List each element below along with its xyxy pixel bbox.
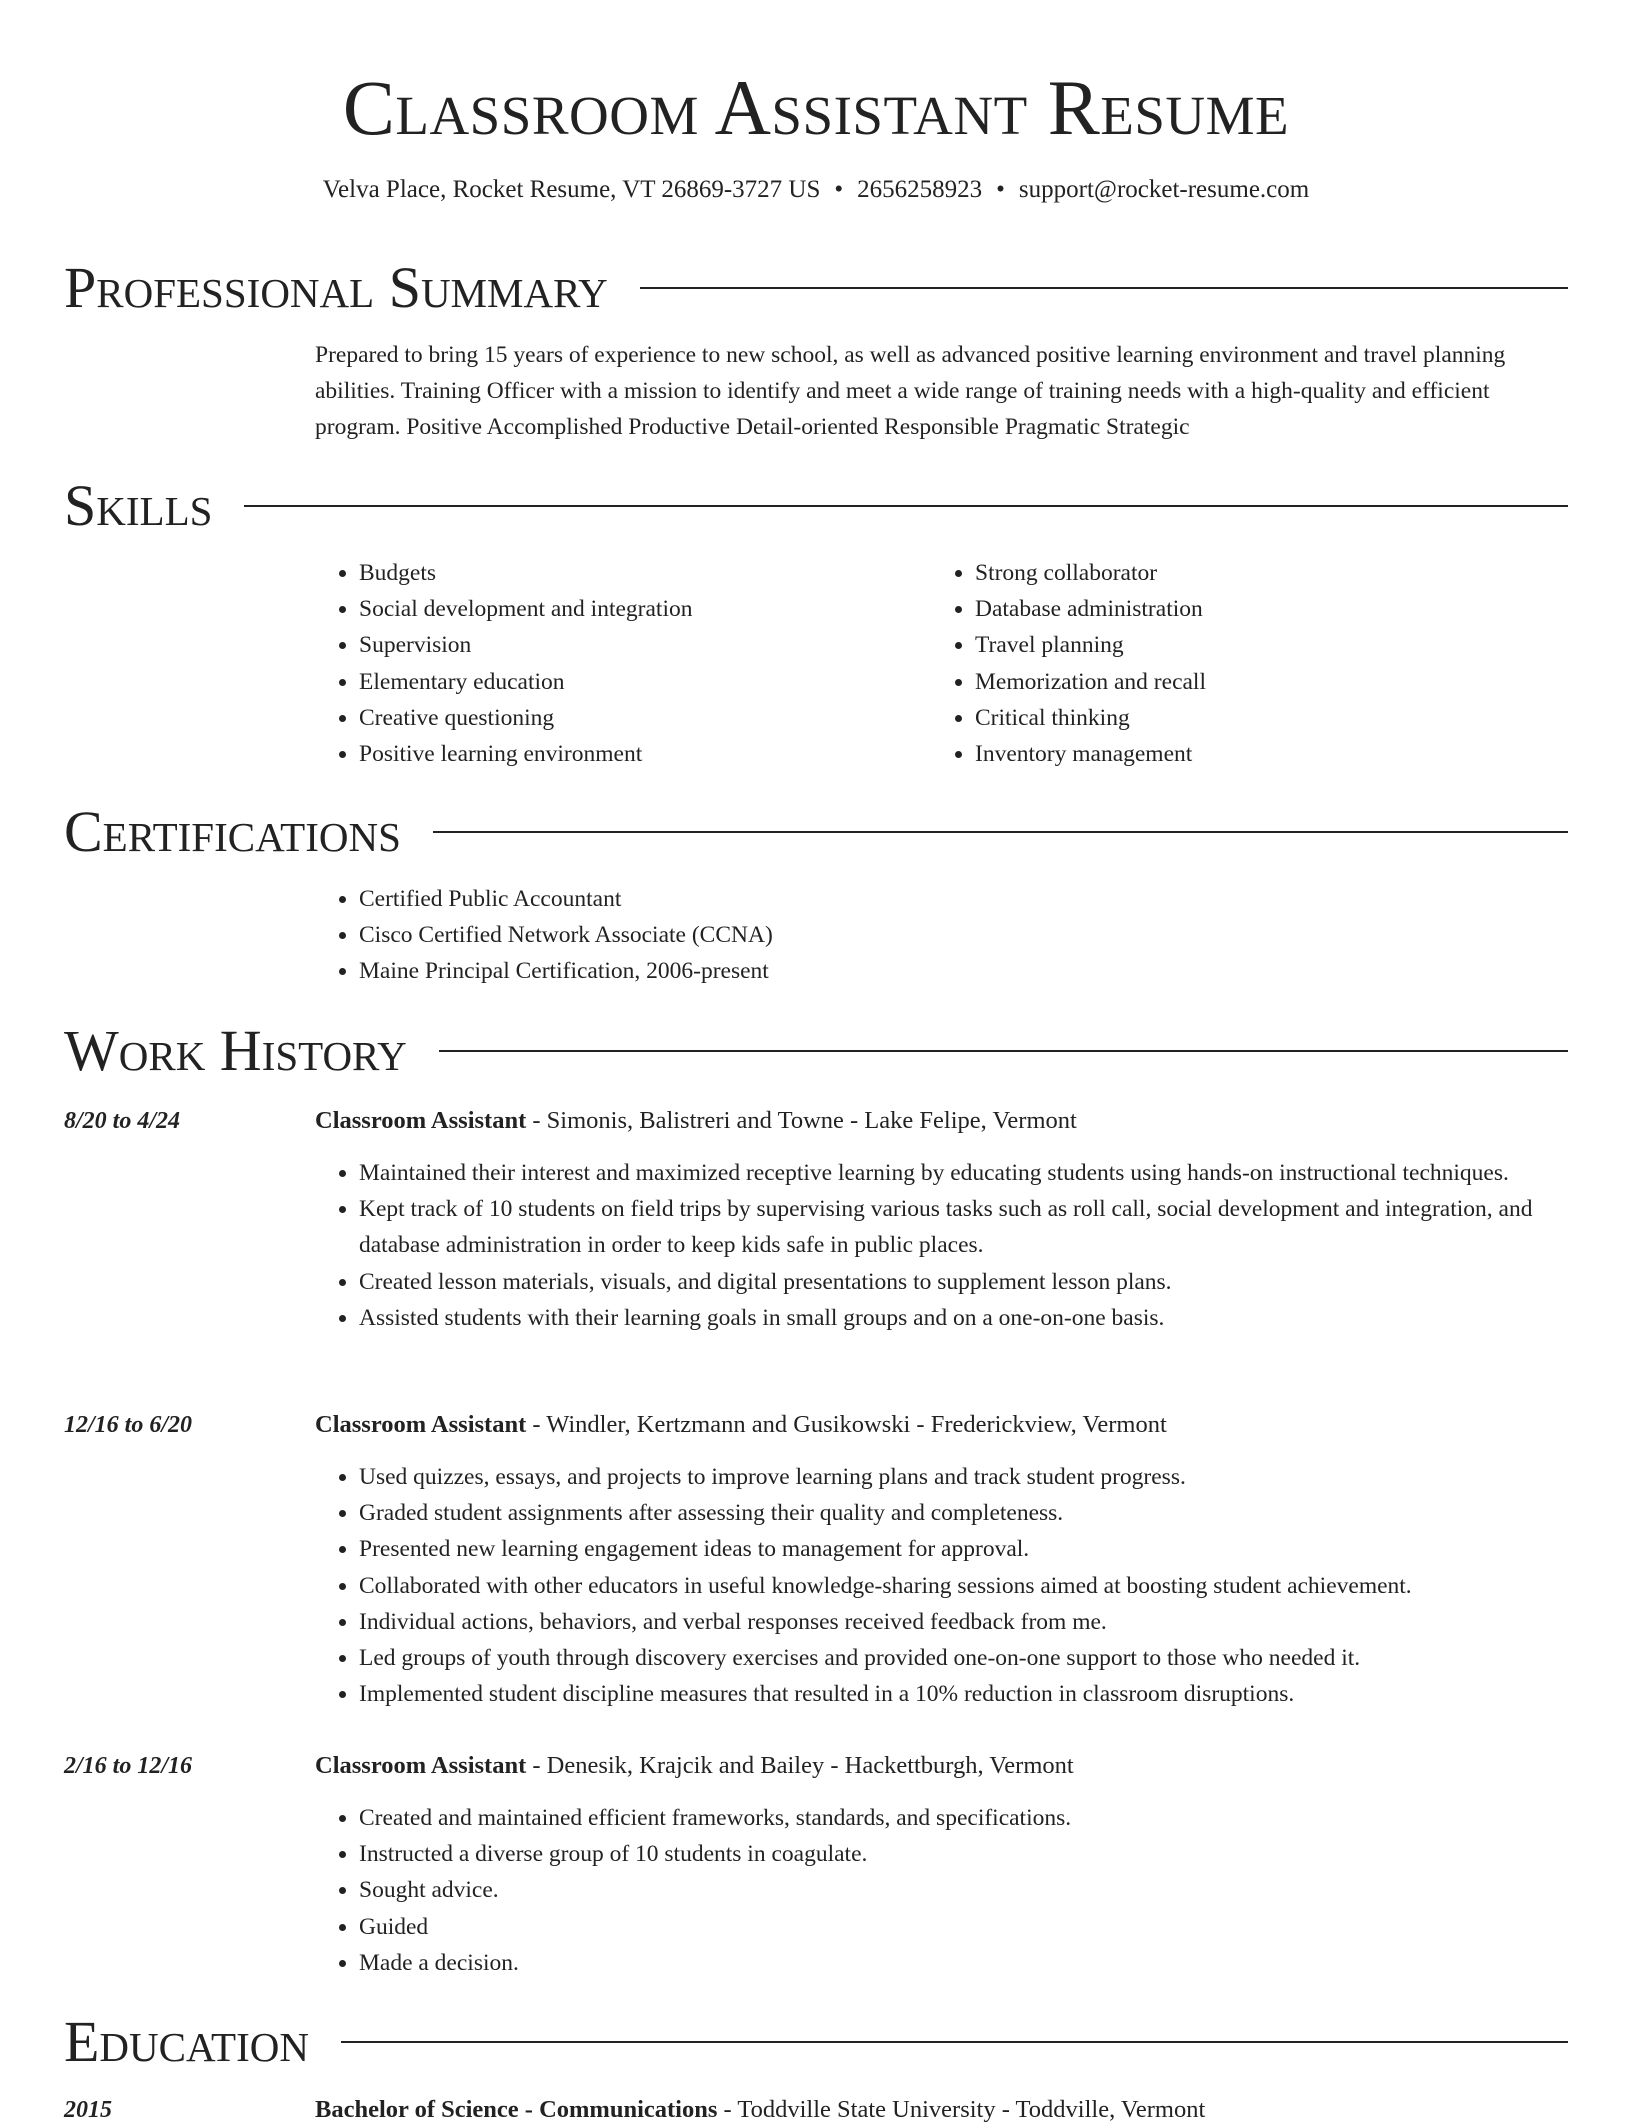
education-line: [315, 2092, 1565, 2128]
skill-item: • Social development and integration: [359, 591, 915, 627]
job-bullet: • Created lesson materials, visuals, and digital presentations to supplement lesson plans.: [359, 1264, 1569, 1300]
section-divider: [439, 1050, 1568, 1052]
education-section-header: [64, 2010, 1568, 2074]
job-dates: 2/16 to 12/16: [64, 1753, 193, 1779]
job-bullet: • Made a decision.: [359, 1945, 1569, 1981]
education-year: 2015: [64, 2097, 112, 2123]
job-employer: - Simonis, Balistreri and Towne - Lake Felipe, Vermont: [526, 1107, 1077, 1134]
job-bullet-list: [315, 1800, 1569, 1981]
job-role: Classroom Assistant: [315, 1752, 527, 1779]
job-title-line: [315, 1748, 1565, 1784]
job-dates: 8/20 to 4/24: [64, 1108, 181, 1134]
skill-item: • Creative questioning: [359, 700, 915, 736]
section-divider: [640, 287, 1568, 289]
certifications-section-header: [64, 800, 1568, 864]
contact-separator: •: [996, 176, 1005, 203]
job-bullet: • Led groups of youth through discovery exercises and provided one-on-one support to those who needed it.: [359, 1640, 1569, 1676]
job-role: Classroom Assistant: [315, 1411, 527, 1438]
job-bullet-list: [315, 1155, 1569, 1336]
education-degree: Bachelor of Science - Communications: [315, 2096, 718, 2123]
certifications-heading: Certifications: [64, 799, 401, 864]
certification-item: • Cisco Certified Network Associate (CCNA): [359, 917, 1565, 953]
job-bullet: • Instructed a diverse group of 10 students in coagulate.: [359, 1836, 1569, 1872]
summary-heading: Professional Summary: [64, 255, 608, 320]
job-bullet: • Assisted students with their learning goals in small groups and on a one-on-one basis.: [359, 1300, 1569, 1336]
certifications-list: [315, 881, 1565, 990]
skill-item: • Supervision: [359, 627, 915, 663]
certification-item: • Maine Principal Certification, 2006-present: [359, 953, 1565, 989]
skill-item: • Positive learning environment: [359, 736, 915, 772]
contact-email: support@rocket-resume.com: [1018, 176, 1310, 203]
section-divider: [341, 2041, 1568, 2043]
section-divider: [244, 505, 1568, 507]
skills-list-left: [315, 555, 915, 772]
work-heading: Work History: [64, 1018, 407, 1083]
skills-section-header: [64, 474, 1568, 538]
job-title-line: [315, 1407, 1565, 1443]
job-dates: 12/16 to 6/20: [64, 1412, 193, 1438]
skill-item: • Inventory management: [975, 736, 1531, 772]
job-role: Classroom Assistant: [315, 1107, 527, 1134]
skill-item: • Memorization and recall: [975, 664, 1531, 700]
job-bullet: • Collaborated with other educators in useful knowledge-sharing sessions aimed at boosting student achievement.: [359, 1568, 1569, 1604]
contact-phone: 2656258923: [857, 176, 983, 203]
job-bullet: • Guided: [359, 1909, 1569, 1945]
skill-item: • Elementary education: [359, 664, 915, 700]
job-bullet: • Created and maintained efficient frameworks, standards, and specifications.: [359, 1800, 1569, 1836]
job-bullet: • Maintained their interest and maximized receptive learning by educating students using hands-on instructional techniques.: [359, 1155, 1569, 1191]
skill-item: • Budgets: [359, 555, 915, 591]
job-employer: - Denesik, Krajcik and Bailey - Hackettburgh, Vermont: [526, 1752, 1074, 1779]
job-bullet: • Individual actions, behaviors, and verbal responses received feedback from me.: [359, 1604, 1569, 1640]
job-bullet: • Implemented student discipline measures that resulted in a 10% reduction in classroom disruptions.: [359, 1676, 1569, 1712]
job-bullet: • Used quizzes, essays, and projects to improve learning plans and track student progress.: [359, 1459, 1569, 1495]
skill-item: • Travel planning: [975, 627, 1531, 663]
job-bullet: • Graded student assignments after assessing their quality and completeness.: [359, 1495, 1569, 1531]
section-divider: [433, 831, 1568, 833]
work-section-header: [64, 1019, 1568, 1083]
skill-item: • Strong collaborator: [975, 555, 1531, 591]
summary-section-header: [64, 256, 1568, 320]
education-school: - Toddville State University - Toddville, Vermont: [717, 2096, 1206, 2123]
skills-list-right: [931, 555, 1531, 772]
contact-line: [0, 172, 1632, 208]
contact-address: Velva Place, Rocket Resume, VT 26869-3727 US: [322, 176, 821, 203]
job-bullet: • Presented new learning engagement ideas to management for approval.: [359, 1531, 1569, 1567]
skill-item: • Critical thinking: [975, 700, 1531, 736]
job-bullet: • Kept track of 10 students on field trips by supervising various tasks such as roll call, social development and integration, and database administration in order to keep kids safe in public places.: [359, 1191, 1569, 1263]
education-heading: Education: [64, 2009, 309, 2074]
job-employer: - Windler, Kertzmann and Gusikowski - Frederickview, Vermont: [526, 1411, 1167, 1438]
job-bullet-list: [315, 1459, 1569, 1712]
job-title-line: [315, 1103, 1565, 1139]
contact-separator: •: [834, 176, 844, 203]
skills-heading: Skills: [64, 473, 213, 538]
certification-item: • Certified Public Accountant: [359, 881, 1565, 917]
resume-title: Classroom Assistant Resume: [342, 64, 1290, 151]
summary-text: Prepared to bring 15 years of experience to new school, as well as advanced positive learning environment and travel planning abilities. Training Officer with a mission to identify and meet a wide range of training needs with a high-quality and efficient program. Positive Accomplished Productive Detail-oriented Responsible Pragmatic Strategic: [315, 342, 1506, 440]
skill-item: • Database administration: [975, 591, 1531, 627]
job-bullet: • Sought advice.: [359, 1872, 1569, 1908]
